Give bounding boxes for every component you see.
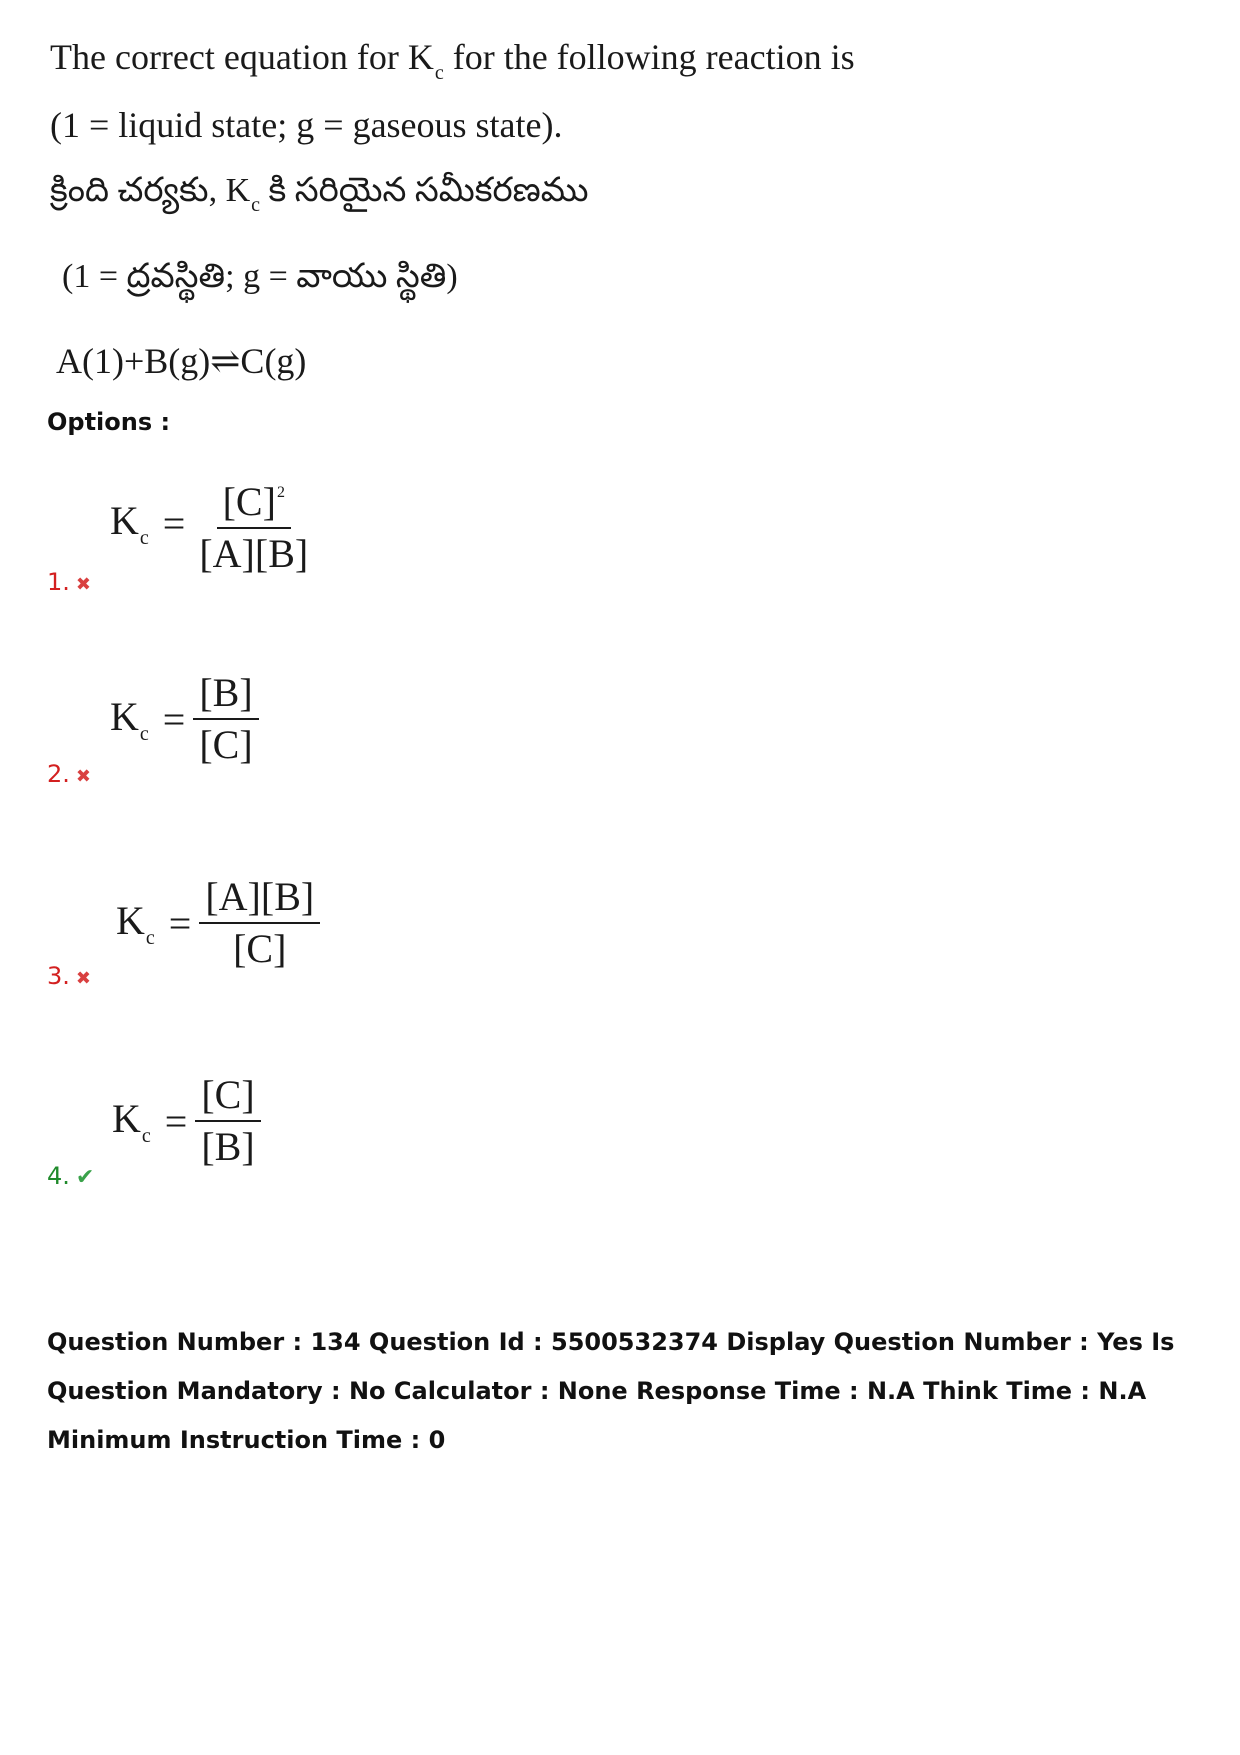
question-line-telugu-pre: క్రింది చర్యకు, <box>50 172 226 209</box>
question-line-english-post: for the following reaction is <box>443 37 855 77</box>
option-1-k: $K_c$ <box>110 498 149 549</box>
option-2-fraction <box>193 670 258 768</box>
option-2-numerator: [B] <box>193 670 258 720</box>
question-line-english-pre: The correct equation for <box>50 37 408 77</box>
option-1-fraction <box>193 470 314 577</box>
option-1-equals: = <box>162 501 186 546</box>
option-3-number: 3. <box>47 962 70 990</box>
option-4-fraction <box>195 1072 260 1170</box>
option-1-formula <box>110 470 314 577</box>
option-3-marker[interactable] <box>47 962 91 990</box>
question-metadata: Question Number : 134 Question Id : 5500532374 Display Question Number : Yes Is Question Mandatory : No Calculator : None Response Time : N.A Think Time : N.A Minimum Instruction Time : 0 <box>47 1328 1175 1454</box>
option-4-formula <box>112 1072 261 1170</box>
kc-symbol-telugu: K <box>225 172 251 209</box>
option-3-fraction <box>199 874 320 972</box>
option-4-marker[interactable] <box>47 1162 94 1190</box>
question-state-note-telugu: (1 = ద్రవస్థితి; g = వాయు స్థితి) <box>62 258 458 295</box>
cross-icon: ✖ <box>75 574 91 595</box>
cross-icon: ✖ <box>75 968 91 989</box>
option-2-formula <box>110 670 259 768</box>
option-2-marker[interactable] <box>47 760 91 788</box>
option-3-denominator: [C] <box>233 926 287 971</box>
kc-subscript-telugu: c <box>251 194 261 216</box>
option-4-equals: = <box>164 1098 188 1144</box>
option-2-k: $K_c$ <box>110 693 149 745</box>
question-line-telugu-post: కి సరియైన సమీకరణము <box>260 172 589 209</box>
option-2-equals: = <box>162 696 186 742</box>
option-4-denominator: [B] <box>201 1124 255 1169</box>
option-2-number: 2. <box>47 760 70 788</box>
question-state-note-english: (1 = liquid state; g = gaseous state). <box>50 105 563 145</box>
option-4-number: 4. <box>47 1162 70 1190</box>
option-2-denominator: [C] <box>199 722 253 767</box>
question-line-telugu <box>50 172 588 218</box>
option-1-denominator: [A][B] <box>199 531 309 576</box>
cross-icon: ✖ <box>75 766 91 787</box>
reaction-equation: A(1)+B(g)⇌C(g) <box>56 341 307 381</box>
option-3-formula <box>116 874 320 972</box>
check-icon: ✔ <box>75 1165 95 1190</box>
option-3-k: $K_c$ <box>116 897 155 949</box>
option-1-exponent: 2 <box>276 484 285 501</box>
option-4-k: $K_c$ <box>112 1095 151 1147</box>
option-3-equals: = <box>168 900 192 946</box>
kc-subscript: c <box>434 62 444 84</box>
kc-symbol: K <box>407 37 434 77</box>
option-1-marker[interactable] <box>47 568 91 596</box>
option-4-numerator: [C] <box>195 1072 260 1122</box>
option-1-numerator: $[C]^2$ <box>217 470 291 529</box>
option-1-number: 1. <box>47 568 70 596</box>
option-3-numerator: [A][B] <box>199 874 320 924</box>
options-label: Options : <box>47 408 171 436</box>
question-line-english <box>50 36 855 85</box>
